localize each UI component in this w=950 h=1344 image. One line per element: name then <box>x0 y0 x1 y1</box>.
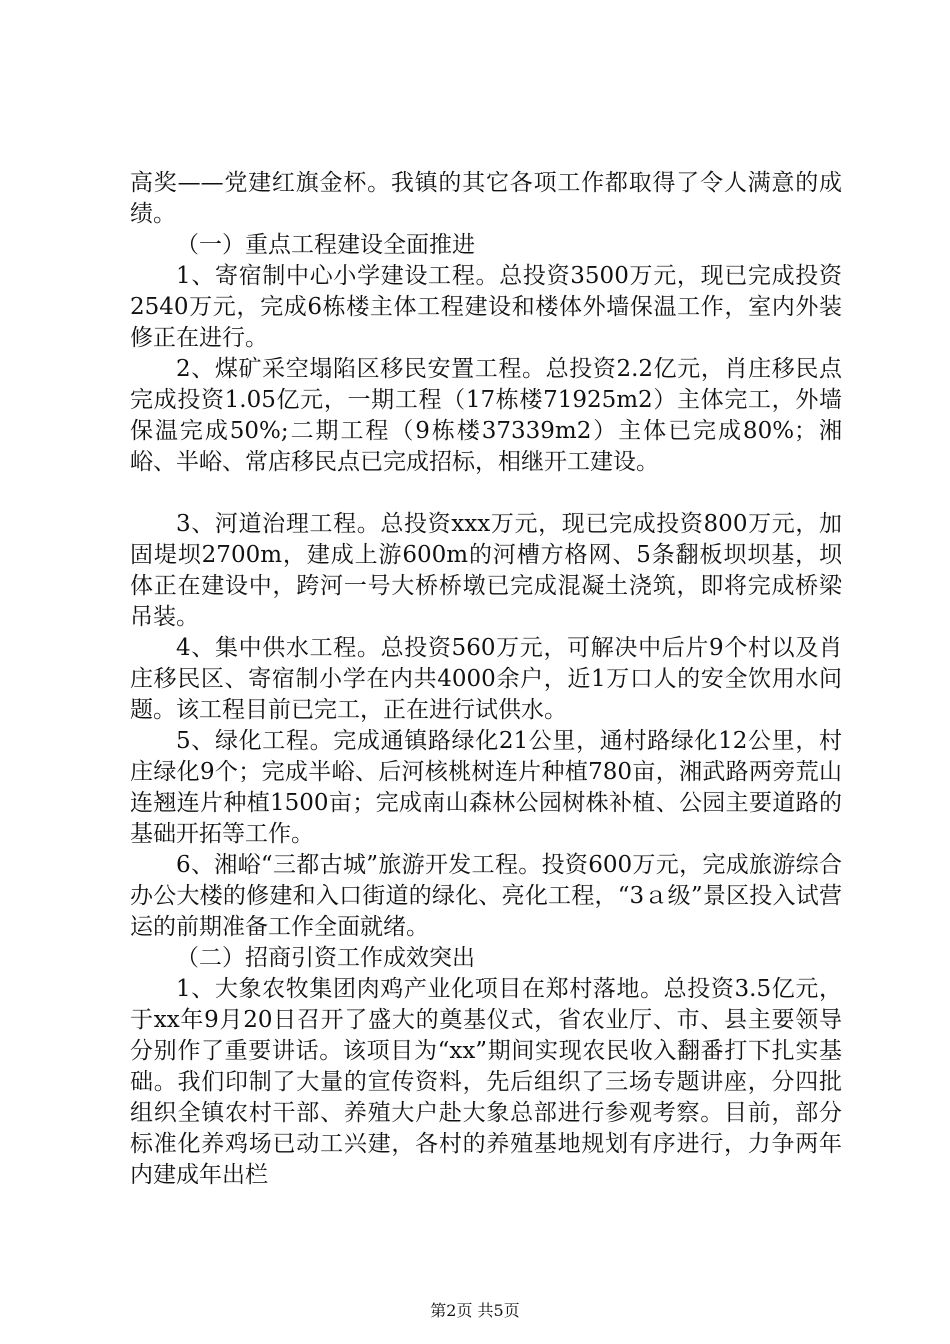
paragraph-continuation: 高奖——党建红旗金杯。我镇的其它各项工作都取得了令人满意的成绩。 <box>130 170 842 227</box>
paragraph-item-2: 2、煤矿采空塌陷区移民安置工程。总投资2.2亿元，肖庄移民点完成投资1.05亿元，一期工程（17栋楼71925m2）主体完工，外墙保温完成50%;二期工程（9栋楼37339m2）主体已完成80%；湘峪、半峪、常店移民点已完成招标，相继开工建设。 <box>130 356 842 475</box>
paragraph-item-6: 6、湘峪“三都古城”旅游开发工程。投资600万元，完成旅游综合办公大楼的修建和入口街道的绿化、亮化工程，“3ａ级”景区投入试营运的前期准备工作全面就绪。 <box>130 852 842 940</box>
section-heading-2: （二）招商引资工作成效突出 <box>176 945 475 971</box>
paragraph-item-4: 4、集中供水工程。总投资560万元，可解决中后片9个村以及肖庄移民区、寄宿制小学在内共4000余户，近1万口人的安全饮用水问题。该工程目前已完工，正在进行试供水。 <box>130 635 842 723</box>
page-footer: 第2页 共5页 <box>430 1301 520 1320</box>
paragraph-item-1: 1、寄宿制中心小学建设工程。总投资3500万元，现已完成投资2540万元，完成6栋楼主体工程建设和楼体外墙保温工作，室内外装修正在进行。 <box>130 263 842 351</box>
paragraph-item-5: 5、绿化工程。完成通镇路绿化21公里，通村路绿化12公里，村庄绿化9个；完成半峪、后河核桃树连片种植780亩，湘武路两旁荒山连翘连片种植1500亩；完成南山森林公园树株补植、公园主要道路的基础开拓等工作。 <box>130 728 842 847</box>
paragraph-item-3: 3、河道治理工程。总投资xxx万元，现已完成投资800万元，加固堤坝2700m，建成上游600m的河槽方格网、5条翻板坝坝基，坝体正在建设中，跨河一号大桥桥墩已完成混凝土浇筑，即将完成桥梁吊装。 <box>130 511 842 630</box>
section-heading-1: （一）重点工程建设全面推进 <box>176 232 475 258</box>
document-body <box>130 168 842 1191</box>
paragraph-item-7: 1、大象农牧集团肉鸡产业化项目在郑村落地。总投资3.5亿元，于xx年9月20日召开了盛大的奠基仪式，省农业厅、市、县主要领导分别作了重要讲话。该项目为“xx”期间实现农民收入翻番打下扎实基础。我们印制了大量的宣传资料，先后组织了三场专题讲座，分四批组织全镇农村干部、养殖大户赴大象总部进行参观考察。目前，部分标准化养鸡场已动工兴建，各村的养殖基地规划有序进行，力争两年内建成年出栏 <box>130 976 842 1188</box>
